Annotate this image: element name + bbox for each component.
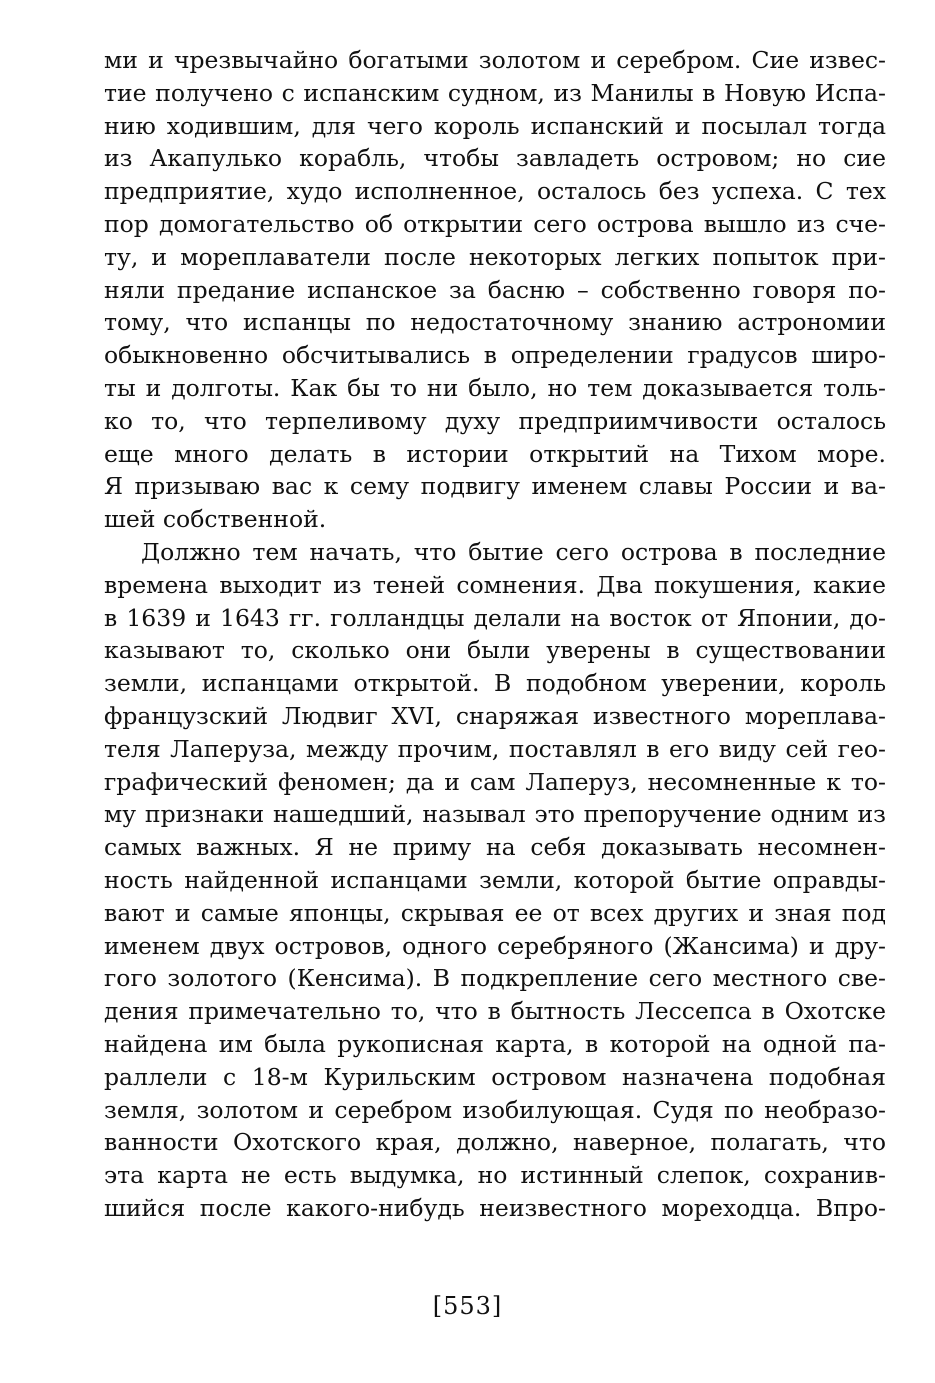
paragraph-last-line: шей собственной.: [104, 505, 327, 534]
text-line: времена выходит из теней сомнения. Два покушения, какие: [104, 570, 886, 599]
text-line: тому, что испанцы по недостаточному знанию астрономии: [104, 308, 886, 337]
text-line: казывают то, сколько они были уверены в существовании: [104, 636, 886, 665]
text-line: ми и чрезвычайно богатыми золотом и серебром. Сие извес-: [104, 46, 886, 74]
text-line: самых важных. Я не приму на себя доказывать несомнен-: [104, 833, 886, 862]
paragraph-first-line: Должно тем начать, что бытие сего острова в последние: [141, 537, 886, 566]
text-line: няли предание испанское за басню – собственно говоря по-: [104, 275, 886, 304]
text-line: Я призываю вас к сему подвигу именем славы России и ва-: [104, 472, 886, 501]
text-line: пор домогательство об открытии сего острова вышло из сче-: [104, 209, 886, 238]
text-line: ко то, что терпеливому духу предприимчивости осталось: [104, 406, 886, 435]
text-line: ванности Охотского края, должно, наверное, полагать, что: [104, 1128, 886, 1157]
text-line: земли, испанцами открытой. В подобном уверении, король: [104, 669, 886, 698]
text-line: дения примечательно то, что в бытность Лессепса в Охотске: [104, 997, 886, 1026]
text-line: ность найденной испанцами земли, которой бытие оправды-: [104, 865, 886, 894]
text-line: эта карта не есть выдумка, но истинный слепок, сохранив-: [104, 1161, 886, 1190]
page-text: [104, 44, 886, 1225]
text-line: предприятие, худо исполненное, осталось без успеха. С тех: [104, 177, 886, 206]
text-line: ту, и мореплаватели после некоторых легких попыток при-: [104, 242, 886, 271]
text-line: графический феномен; да и сам Лаперуз, несомненные к то-: [104, 767, 886, 796]
text-line: обыкновенно обсчитывались в определении градусов широ-: [104, 341, 886, 370]
text-line: французский Людвиг XVI, снаряжая известного мореплава-: [104, 701, 886, 730]
text-line: шийся после какого-нибудь неизвестного мореходца. Впро-: [104, 1193, 886, 1222]
text-line: гого золотого (Кенсима). В подкрепление сего местного све-: [104, 964, 886, 993]
text-line: земля, золотом и серебром изобилующая. Судя по необразо-: [104, 1095, 886, 1124]
text-line: му признаки нашедший, называл это препоручение одним из: [104, 800, 886, 829]
text-line: ты и долготы. Как бы то ни было, но тем доказывается толь-: [104, 373, 886, 402]
page-number: [553]: [432, 1292, 503, 1320]
text-line: из Акапулько корабль, чтобы завладеть островом; но сие: [104, 144, 886, 173]
text-line: теля Лаперуза, между прочим, поставлял в его виду сей гео-: [104, 734, 886, 763]
text-line: раллели с 18-м Курильским островом назначена подобная: [104, 1062, 886, 1091]
text-line: тие получено с испанским судном, из Манилы в Новую Испа-: [104, 78, 886, 107]
text-line: еще много делать в истории открытий на Тихом море.: [104, 439, 886, 468]
text-line: в 1639 и 1643 гг. голландцы делали на восток от Японии, до-: [104, 603, 886, 632]
text-line: нию ходившим, для чего король испанский и посылал тогда: [104, 111, 886, 140]
text-line: вают и самые японцы, скрывая ее от всех других и зная под: [104, 898, 886, 927]
text-line: найдена им была рукописная карта, в которой на одной па-: [104, 1029, 886, 1058]
text-line: именем двух островов, одного серебряного (Жансима) и дру-: [104, 931, 886, 960]
